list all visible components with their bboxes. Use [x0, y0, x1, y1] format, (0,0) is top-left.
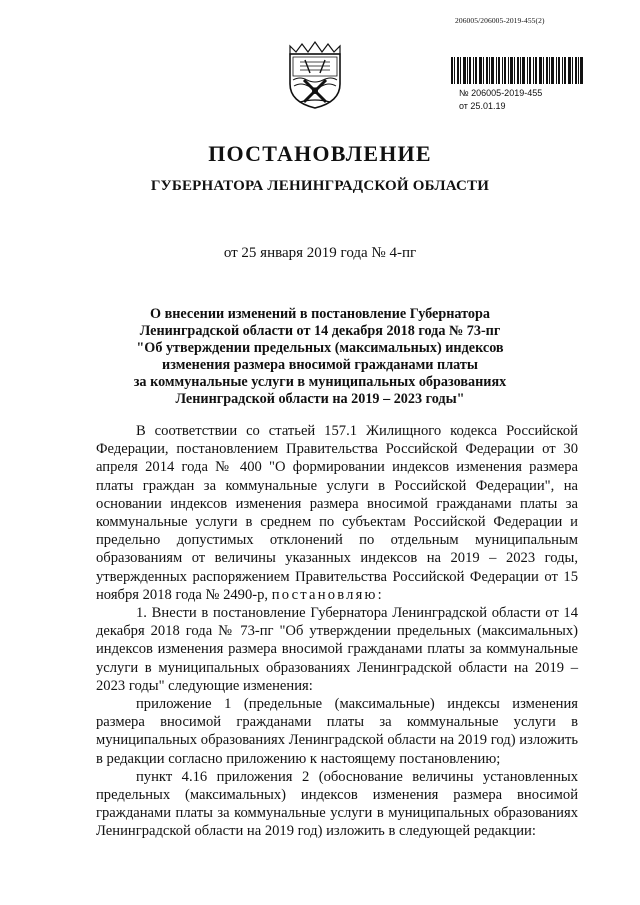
registration-stamp [459, 87, 542, 113]
document-body [96, 422, 578, 841]
document-title: ПОСТАНОВЛЕНИЕ [208, 141, 432, 166]
paragraph-item-1: 1. Внести в постановление Губернатора Ленинградской области от 14 декабря 2018 года № 73-пг "Об утверждении предельных (максимальных) индексов изменения размера вносимой гражданами платы за коммунальные услуги в муниципальных образованиях Ленинградской области на 2019 – 2023 годы" следующие изменения: [96, 605, 578, 694]
registration-date: от 25.01.19 [459, 101, 506, 111]
heading-line: О внесении изменений в постановление Губернатора [150, 306, 490, 322]
heading-line: "Об утверждении предельных (максимальных) индексов [136, 340, 504, 356]
barcode [451, 57, 583, 84]
preamble-text: В соответствии со статьей 157.1 Жилищного кодекса Российской Федерации, постановлением Правительства Российской Федерации от 30 апреля 2014 года № 400 "О формировании индексов изменения размера платы граждан за коммунальные услуги в Российской Федерации", на основании индексов изменения размера вносимой гражданами платы за коммунальные услуги в среднем по субъектам Российской Федерации и предельно допустимых отклонений по отдельным муниципальным образованиям от величины указанных индексов на 2019 – 2023 годы, утвержденных распоряжением Правительства Российской Федерации от 15 ноября 2018 года № 2490-р, [96, 423, 578, 603]
document-code: 206005/206005-2019-455(2) [455, 16, 545, 25]
heading-line: за коммунальные услуги в муниципальных образованиях [133, 374, 507, 390]
heading-line: Ленинградской области от 14 декабря 2018 года № 73-пг [139, 323, 501, 339]
paragraph-appendix-1: приложение 1 (предельные (максимальные) индексы изменения размера вносимой гражданами платы за коммунальные услуги в муниципальных образованиях Ленинградской области на 2019 год) изложить в редакции согласно приложению к настоящему постановлению; [96, 696, 578, 767]
coat-of-arms-emblem [286, 40, 344, 110]
heading-line: изменения размера вносимой гражданами платы [162, 357, 478, 373]
registration-number: № 206005-2019-455 [459, 88, 543, 98]
paragraph-preamble [96, 422, 578, 604]
date-number-line: от 25 января 2019 года № 4-пг [223, 245, 417, 261]
decree-word: постановляю: [271, 586, 384, 603]
paragraph-appendix-2: пункт 4.16 приложения 2 (обоснование величины установленных предельных (максимальных) индексов изменения размера вносимой гражданами платы за коммунальные услуги в муниципальных образованиях Ленинградской области на 2019 год) изложить в следующей редакции: [96, 768, 578, 840]
heading-line: Ленинградской области на 2019 – 2023 годы" [175, 391, 465, 407]
issuer-line: ГУБЕРНАТОРА ЛЕНИНГРАДСКОЙ ОБЛАСТИ [150, 178, 490, 194]
resolution-heading [60, 306, 580, 408]
